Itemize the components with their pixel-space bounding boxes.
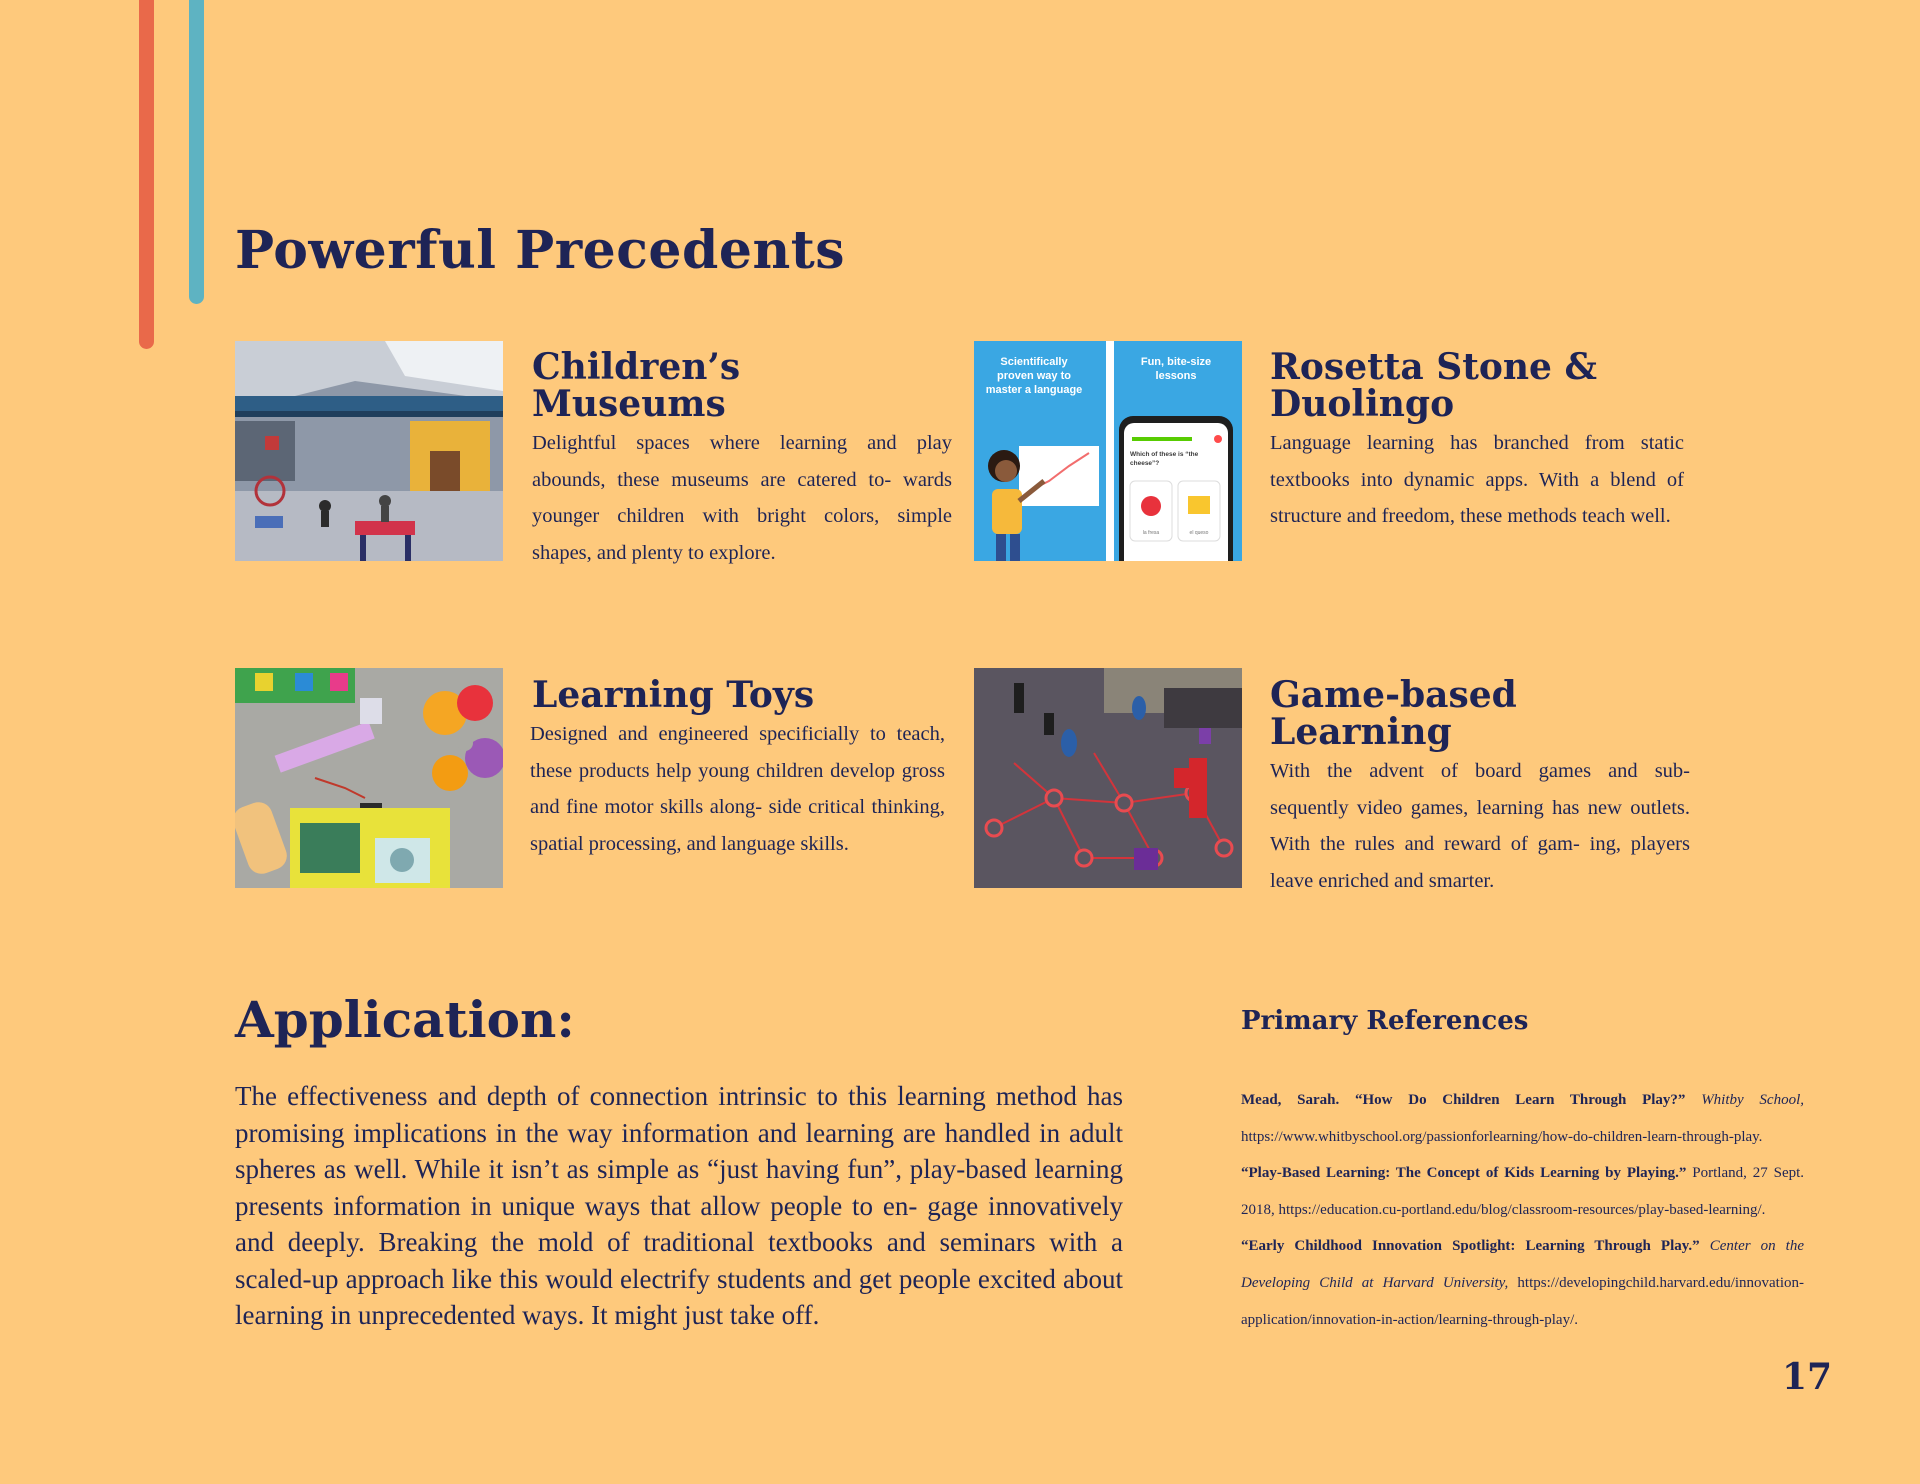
duolingo-caption-right-line2: lessons: [1155, 370, 1197, 382]
learning-toys-description: Designed and engineered specificially to teach, these products help young children develop gross and fine motor skills along- side critical thinking, spatial processing, and language skills.: [530, 723, 945, 855]
duolingo-caption-left-line1: Scientifically: [1000, 356, 1068, 368]
game-based-learning-description: With the advent of board games and sub- sequently video games, learning has new outlets. With the rules and reward of gam- ing, players leave enriched and smarter.: [1270, 760, 1690, 892]
childrens-museums-title: Children’s Museums: [532, 346, 741, 425]
reference-item: Mead, Sarah. “How Do Children Learn Through Play?” Whitby School, https://www.whitbyschool.org/passionforlearning/how-do-children-learn-through-play.: [1241, 1092, 1804, 1145]
references-list: [1241, 1082, 1804, 1338]
rosetta-duolingo-title: Rosetta Stone & Duolingo: [1270, 346, 1597, 425]
page-number: 17: [1782, 1356, 1833, 1398]
decorative-orange-stripe: [139, 0, 154, 349]
duolingo-caption-left-line3: master a language: [985, 384, 1083, 396]
references-heading: Primary References: [1241, 1006, 1529, 1036]
reference-item: “Play-Based Learning: The Concept of Kids Learning by Playing.” Portland, 27 Sept. 2018, https://education.cu-portland.edu/blog/classroom-resources/play-based-learning/.: [1241, 1165, 1805, 1218]
duolingo-caption-right-line1: Fun, bite-size: [1140, 356, 1212, 368]
decorative-blue-stripe: [189, 0, 204, 304]
rosetta-duolingo-description: Language learning has branched from static textbooks into dynamic apps. With a blend of structure and freedom, these methods teach well.: [1270, 432, 1684, 527]
board-game-image: [974, 668, 1242, 888]
duolingo-option-1: la fresa: [1142, 530, 1160, 536]
duolingo-question-line2: cheese”?: [1130, 460, 1160, 467]
duolingo-app-image: [974, 341, 1242, 561]
duolingo-option-2: el queso: [1189, 530, 1209, 536]
duolingo-caption-left-line2: proven way to: [997, 370, 1071, 382]
childrens-museums-description: Delightful spaces where learning and play abounds, these museums are catered to- wards younger children with bright colors, simple shapes, and plenty to explore.: [532, 432, 952, 564]
application-body: The effectiveness and depth of connection intrinsic to this learning method has promising implications in the way information and learning are handled in adult spheres as well. While it isn’t as simple as “just having fun”, play-based learning presents information in unique ways that allow people to en- gage innovatively and deeply. Breaking the mold of traditional textbooks and seminars with a scaled-up approach like this would electrify students and get people excited about learning in unprecedented ways. It might just take off.: [235, 1081, 1123, 1330]
learning-toys-image: [235, 668, 503, 888]
childrens-museum-image: [235, 341, 503, 561]
page-title: Powerful Precedents: [235, 220, 846, 281]
application-heading: Application:: [235, 990, 575, 1049]
duolingo-question-line1: Which of these is “the: [1130, 451, 1199, 458]
learning-toys-title: Learning Toys: [532, 674, 815, 716]
reference-item: “Early Childhood Innovation Spotlight: Learning Through Play.” Center on the Developing Child at Harvard University, https://developingchild.harvard.edu/innovation-application/innovation-in-action/learning-through-play/.: [1241, 1238, 1805, 1328]
game-based-learning-title: Game-based Learning: [1270, 674, 1517, 753]
